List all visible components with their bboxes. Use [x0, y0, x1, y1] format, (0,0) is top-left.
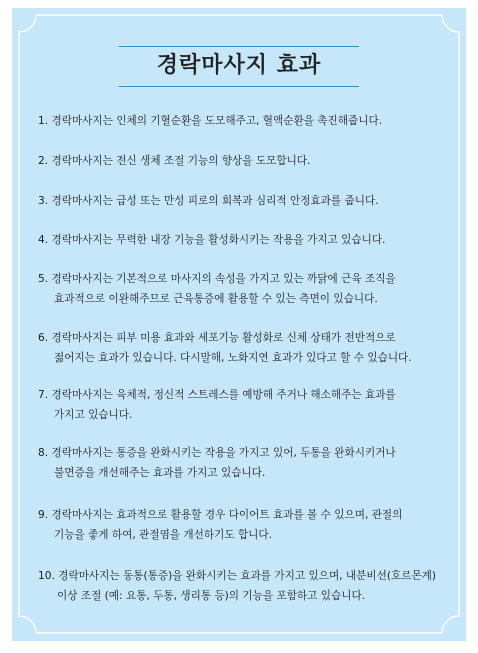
- item-text-line2: 가지고 있습니다.: [54, 409, 133, 421]
- item-text-line1: 경락마사지는 육체적, 정신적 스트레스를 예방해 주거나 해소해주는 효과를: [51, 389, 396, 401]
- page-title: 경락마사지 효과: [156, 53, 322, 78]
- item-number: 3.: [38, 195, 49, 207]
- item-number: 9.: [38, 509, 49, 521]
- item-text-line1: 경락마사지는 기본적으로 마사지의 속성을 가지고 있는 까닭에 근육 조직을: [51, 273, 396, 285]
- item-number: 1.: [38, 115, 49, 127]
- item-text-line1: 경락마사지는 인체의 기혈순환을 도모해주고, 혈액순환을 촉진해줍니다.: [51, 115, 383, 127]
- item-text-line1: 경락마사지는 통증을 완화시키는 작용을 가지고 있어, 두통을 완화시키거나: [51, 447, 396, 459]
- list-item: [38, 111, 458, 131]
- title-block: [119, 46, 359, 86]
- list-item: [38, 269, 458, 309]
- list-item: [38, 443, 458, 483]
- title-rule-top: [119, 46, 359, 47]
- item-text-line2: 불면증을 개선해주는 효과를 가지고 있습니다.: [54, 467, 266, 479]
- title-rule-bottom: [119, 86, 359, 87]
- item-text-line2: 젊어지는 효과가 있습니다. 다시말해, 노화지연 효과가 있다고 할 수 있습니다.: [54, 352, 412, 364]
- list-item: [38, 505, 458, 545]
- list-item: [38, 230, 458, 250]
- item-text-line1: 경락마사지는 동통(통증)을 완화시키는 효과를 가지고 있으며, 내분비선(호르몬계): [58, 570, 437, 582]
- item-text-line2: 이상 조절 (예: 요통, 두통, 생리통 등)의 기능을 포함하고 있습니다.: [57, 590, 366, 602]
- item-number: 6.: [38, 332, 49, 344]
- item-number: 2.: [38, 155, 49, 167]
- list-item: [38, 328, 458, 368]
- list-item: [38, 566, 458, 606]
- list-item: [38, 385, 458, 425]
- item-text-line1: 경락마사지는 무력한 내장 기능을 활성화시키는 작용을 가지고 있습니다.: [51, 234, 386, 246]
- item-text-line1: 경락마사지는 피부 미용 효과와 세포기능 활성화로 신체 상태가 전반적으로: [51, 332, 396, 344]
- item-number: 10.: [38, 570, 55, 582]
- item-text-line1: 경락마사지는 급성 또는 만성 피로의 회복과 심리적 안정효과를 줍니다.: [51, 195, 379, 207]
- item-number: 5.: [38, 273, 49, 285]
- item-number: 4.: [38, 234, 49, 246]
- list-item: [38, 151, 458, 171]
- item-number: 8.: [38, 447, 49, 459]
- item-text-line2: 기능을 좋게 하여, 관절염을 개선하기도 합니다.: [54, 529, 273, 541]
- item-number: 7.: [38, 389, 49, 401]
- item-text-line2: 효과적으로 이완해주므로 근육통증에 활용할 수 있는 측면이 있습니다.: [54, 293, 378, 305]
- item-text-line1: 경락마사지는 전신 생체 조절 기능의 향상을 도모합니다.: [51, 155, 311, 167]
- list-item: [38, 191, 458, 211]
- item-text-line1: 경락마사지는 효과적으로 활용할 경우 다이어트 효과를 볼 수 있으며, 관절의: [51, 509, 403, 521]
